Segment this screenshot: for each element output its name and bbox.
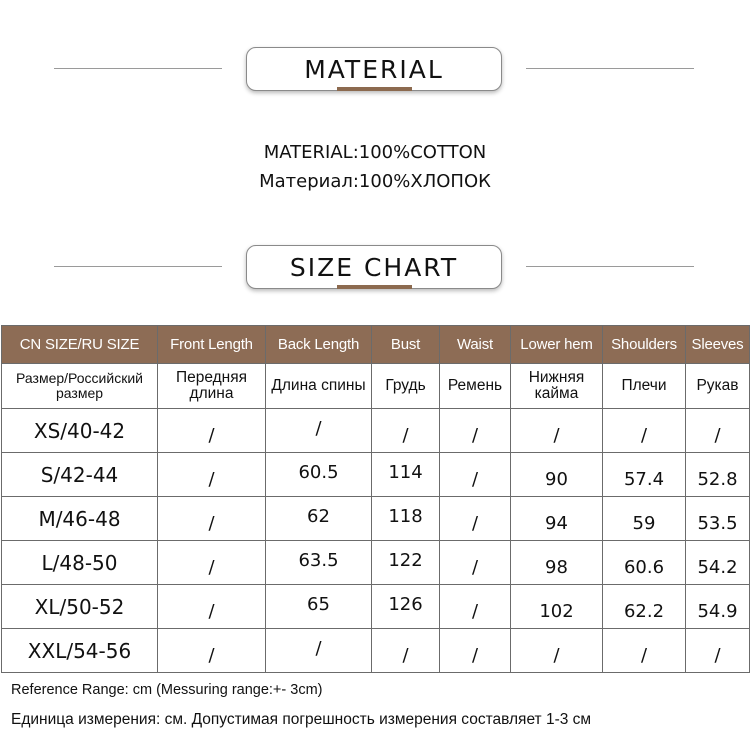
size-cell: L/48-50 [2, 541, 158, 585]
col-header-size: CN SIZE/RU SIZE [2, 326, 158, 364]
col-header-waist: Waist [440, 326, 511, 364]
material-title-pill [246, 47, 502, 91]
col-header-ru-size: Размер/Российский размер [2, 364, 158, 409]
table-cell: 54.2 [686, 541, 750, 585]
table-cell: / [440, 453, 511, 497]
col-header-sleeves: Sleeves [686, 326, 750, 364]
table-cell: / [603, 629, 686, 673]
divider-left [54, 266, 222, 267]
table-cell: 118 [372, 497, 440, 541]
table-cell: 60.6 [603, 541, 686, 585]
table-cell: 94 [511, 497, 603, 541]
size-cell: XL/50-52 [2, 585, 158, 629]
col-header-front-length: Front Length [158, 326, 266, 364]
table-cell: 60.5 [266, 453, 372, 497]
table-cell: 126 [372, 585, 440, 629]
table-cell: / [440, 409, 511, 453]
table-cell: 65 [266, 585, 372, 629]
table-cell: / [372, 409, 440, 453]
table-cell: 122 [372, 541, 440, 585]
table-cell: / [266, 409, 372, 453]
table-cell: / [158, 541, 266, 585]
divider-left [54, 68, 222, 69]
table-cell: / [158, 409, 266, 453]
table-cell: / [372, 629, 440, 673]
col-header-back-length: Back Length [266, 326, 372, 364]
size-cell: S/42-44 [2, 453, 158, 497]
divider-right [526, 266, 694, 267]
table-row [2, 453, 750, 497]
divider-right [526, 68, 694, 69]
table-cell: / [266, 629, 372, 673]
size-chart-title-pill [246, 245, 502, 289]
col-header-ru-back-length: Длина спины [266, 364, 372, 409]
table-cell: 114 [372, 453, 440, 497]
size-chart-table [1, 325, 750, 673]
table-cell: 53.5 [686, 497, 750, 541]
table-cell: / [440, 629, 511, 673]
table-cell: 52.8 [686, 453, 750, 497]
table-row [2, 541, 750, 585]
table-cell: / [440, 497, 511, 541]
col-header-shoulders: Shoulders [603, 326, 686, 364]
size-cell: M/46-48 [2, 497, 158, 541]
table-row [2, 629, 750, 673]
title-accent-underline [337, 87, 412, 91]
table-row [2, 497, 750, 541]
col-header-ru-front-length: Передняя длина [158, 364, 266, 409]
table-cell: 59 [603, 497, 686, 541]
table-cell: / [440, 541, 511, 585]
table-row [2, 409, 750, 453]
table-cell: 62.2 [603, 585, 686, 629]
table-cell: 102 [511, 585, 603, 629]
table-row [2, 585, 750, 629]
table-cell: / [440, 585, 511, 629]
table-cell: / [511, 629, 603, 673]
size-chart-title: SIZE CHART [289, 252, 459, 282]
material-section-header [0, 47, 750, 107]
col-header-ru-lower-hem: Нижняя кайма [511, 364, 603, 409]
table-cell: / [158, 453, 266, 497]
table-cell: / [511, 409, 603, 453]
table-cell: 57.4 [603, 453, 686, 497]
col-header-lower-hem: Lower hem [511, 326, 603, 364]
table-cell: 63.5 [266, 541, 372, 585]
table-cell: 90 [511, 453, 603, 497]
footer-note-ru: Единица измерения: см. Допустимая погрешность измерения составляет 1-3 см [11, 711, 592, 728]
col-header-ru-bust: Грудь [372, 364, 440, 409]
size-chart-section-header [0, 245, 750, 305]
table-cell: 54.9 [686, 585, 750, 629]
col-header-ru-sleeves: Рукав [686, 364, 750, 409]
table-cell: / [686, 409, 750, 453]
table-header-row-en [2, 326, 750, 364]
material-title: MATERIAL [304, 54, 444, 84]
title-accent-underline [337, 285, 412, 289]
table-cell: / [686, 629, 750, 673]
material-text-en: MATERIAL:100%COTTON [263, 142, 487, 163]
table-cell: / [158, 629, 266, 673]
table-cell: / [158, 497, 266, 541]
col-header-ru-shoulders: Плечи [603, 364, 686, 409]
table-cell: 62 [266, 497, 372, 541]
size-cell: XS/40-42 [2, 409, 158, 453]
col-header-bust: Bust [372, 326, 440, 364]
table-header-row-ru [2, 364, 750, 409]
footer-note-en: Reference Range: cm (Messuring range:+- 3cm) [11, 682, 323, 698]
size-cell: XXL/54-56 [2, 629, 158, 673]
material-text-ru: Материал:100%ХЛОПОК [259, 171, 491, 192]
col-header-ru-waist: Ремень [440, 364, 511, 409]
table-cell: / [158, 585, 266, 629]
table-cell: 98 [511, 541, 603, 585]
table-cell: / [603, 409, 686, 453]
